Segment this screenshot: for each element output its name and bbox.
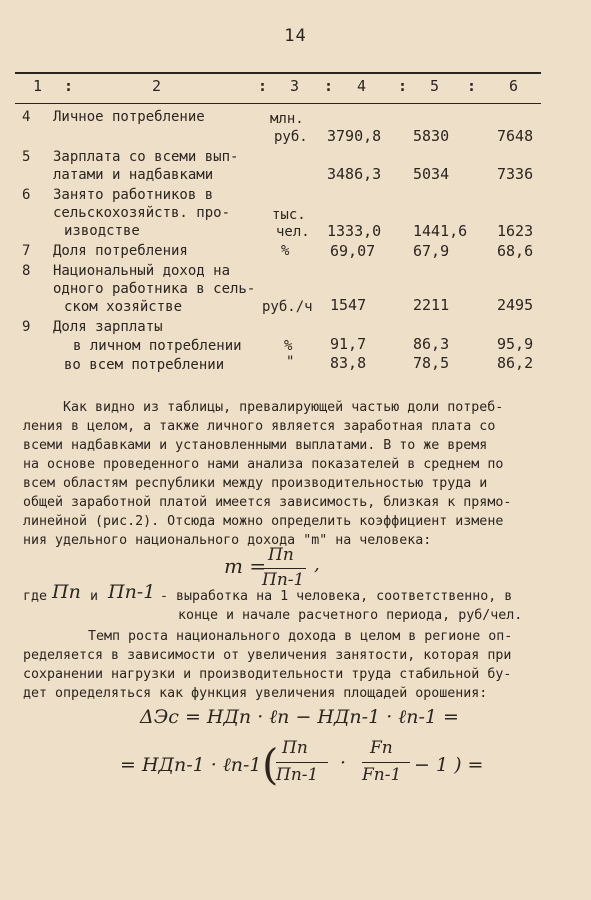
formula-comma: , bbox=[314, 554, 320, 575]
text-line: Как видно из таблицы, превалирующей частью доли потреб- bbox=[63, 400, 504, 415]
row-unit: % bbox=[281, 243, 290, 259]
row-number: 5 bbox=[22, 149, 31, 165]
row-unit: руб./ч bbox=[262, 299, 313, 315]
fraction-bar bbox=[362, 762, 410, 763]
text-line: всем областям республики между производительностью труда и bbox=[23, 476, 488, 491]
formula-line-2-suffix: − 1 ) = bbox=[414, 754, 484, 776]
col-header-5: 5 bbox=[430, 77, 440, 95]
table-header-rule bbox=[15, 103, 541, 104]
cell-value: 3486,3 bbox=[327, 165, 382, 183]
where-prefix: где bbox=[23, 589, 48, 604]
text-line: линейной (рис.2). Отсюда можно определить коэффициент измене bbox=[23, 514, 504, 529]
row-label: изводстве bbox=[64, 223, 140, 239]
row-label: Доля потребления bbox=[53, 243, 188, 259]
page-number: 14 bbox=[284, 26, 307, 46]
symbol-pn: Пn bbox=[52, 581, 81, 603]
cell-value: 86,3 bbox=[413, 335, 450, 353]
symbol-pn-1: Пn-1 bbox=[108, 581, 156, 603]
row-number: 6 bbox=[22, 187, 31, 203]
formula-line-1: ΔЭc = НДn · ℓn − НДn-1 · ℓn-1 = bbox=[140, 706, 459, 728]
cell-value: 78,5 bbox=[413, 354, 450, 372]
col-separator: : bbox=[64, 77, 74, 95]
col-header-2: 2 bbox=[152, 77, 162, 95]
cell-value: 68,6 bbox=[497, 242, 534, 260]
row-label: одного работника в сель- bbox=[53, 281, 256, 297]
cell-value: 2495 bbox=[497, 296, 534, 314]
cell-value: 3790,8 bbox=[327, 127, 382, 145]
cell-value: 2211 bbox=[413, 296, 450, 314]
row-number: 4 bbox=[22, 109, 31, 125]
open-paren: ( bbox=[262, 740, 279, 789]
text-line: Темп роста национального дохода в целом в регионе оп- bbox=[88, 629, 513, 644]
cell-value: 1623 bbox=[497, 222, 534, 240]
row-unit: млн. bbox=[270, 111, 304, 127]
text-line: ния удельного национального дохода "m" на человека: bbox=[23, 533, 432, 548]
cell-value: 67,9 bbox=[413, 242, 450, 260]
cell-value: 5830 bbox=[413, 127, 450, 145]
text-line: всеми надбавками и установленными выплатами. В то же время bbox=[23, 438, 488, 453]
cell-value: 7648 bbox=[497, 127, 534, 145]
fraction-b-numerator: Fn bbox=[370, 738, 393, 758]
cell-value: 5034 bbox=[413, 165, 450, 183]
row-number: 9 bbox=[22, 319, 31, 335]
col-separator: : bbox=[324, 77, 334, 95]
formula-lhs: m = bbox=[224, 554, 267, 578]
formula-denominator: Пn-1 bbox=[262, 570, 305, 590]
row-label: Доля зарплаты bbox=[53, 319, 163, 335]
table-top-rule bbox=[15, 72, 541, 74]
fraction-b-denominator: Fn-1 bbox=[362, 765, 402, 785]
col-header-4: 4 bbox=[357, 77, 367, 95]
text-line: ления в целом, а также личного является заработная плата со bbox=[23, 419, 496, 434]
cell-value: 7336 bbox=[497, 165, 534, 183]
cell-value: 1333,0 bbox=[327, 222, 382, 240]
multiply-dot: · bbox=[340, 752, 347, 774]
row-label: сельскохозяйств. про- bbox=[53, 205, 231, 221]
row-unit: % bbox=[284, 338, 293, 354]
row-label: в личном потреблении bbox=[73, 338, 242, 354]
fraction-a-denominator: Пn-1 bbox=[276, 765, 319, 785]
where-text-2: конце и начале расчетного периода, руб/чел. bbox=[178, 608, 523, 623]
where-text: - выработка на 1 человека, соответственно, в bbox=[160, 589, 513, 604]
text-line: ределяется в зависимости от увеличения занятости, которая при bbox=[23, 648, 512, 663]
row-label: Личное потребление bbox=[53, 109, 205, 125]
cell-value: 86,2 bbox=[497, 354, 534, 372]
fraction-a-numerator: Пn bbox=[282, 738, 308, 758]
row-label: латами и надбавками bbox=[53, 167, 214, 183]
cell-value: 1441,6 bbox=[413, 222, 468, 240]
row-unit: руб. bbox=[274, 129, 308, 145]
cell-value: 91,7 bbox=[330, 335, 367, 353]
row-label: во всем потреблении bbox=[64, 357, 225, 373]
col-header-3: 3 bbox=[290, 77, 300, 95]
row-label: ском хозяйстве bbox=[64, 299, 183, 315]
col-separator: : bbox=[467, 77, 477, 95]
row-unit: " bbox=[286, 354, 295, 370]
text-line: сохранении нагрузки и производительности труда стабильной бу- bbox=[23, 667, 512, 682]
row-label: Занято работников в bbox=[53, 187, 214, 203]
text-line: общей заработной платой имеется зависимость, близкая к прямо- bbox=[23, 495, 512, 510]
cell-value: 1547 bbox=[330, 296, 367, 314]
row-label: Зарплата со всеми вып- bbox=[53, 149, 239, 165]
cell-value: 69,07 bbox=[330, 242, 376, 260]
fraction-bar bbox=[262, 568, 306, 569]
fraction-bar bbox=[276, 762, 328, 763]
col-separator: : bbox=[398, 77, 408, 95]
row-unit: чел. bbox=[276, 224, 310, 240]
cell-value: 83,8 bbox=[330, 354, 367, 372]
formula-line-2-prefix: = НДn-1 · ℓn-1 bbox=[120, 754, 262, 776]
row-label: Национальный доход на bbox=[53, 263, 231, 279]
text-line: на основе проведенного нами анализа показателей в среднем по bbox=[23, 457, 504, 472]
row-unit: тыс. bbox=[272, 207, 306, 223]
col-header-1: 1 bbox=[33, 77, 43, 95]
row-number: 8 bbox=[22, 263, 31, 279]
where-and: и bbox=[90, 589, 99, 604]
col-header-6: 6 bbox=[509, 77, 519, 95]
row-number: 7 bbox=[22, 243, 31, 259]
text-line: дет определяться как функция увеличения площадей орошения: bbox=[23, 686, 488, 701]
formula-numerator: Пn bbox=[268, 545, 294, 565]
col-separator: : bbox=[258, 77, 268, 95]
cell-value: 95,9 bbox=[497, 335, 534, 353]
